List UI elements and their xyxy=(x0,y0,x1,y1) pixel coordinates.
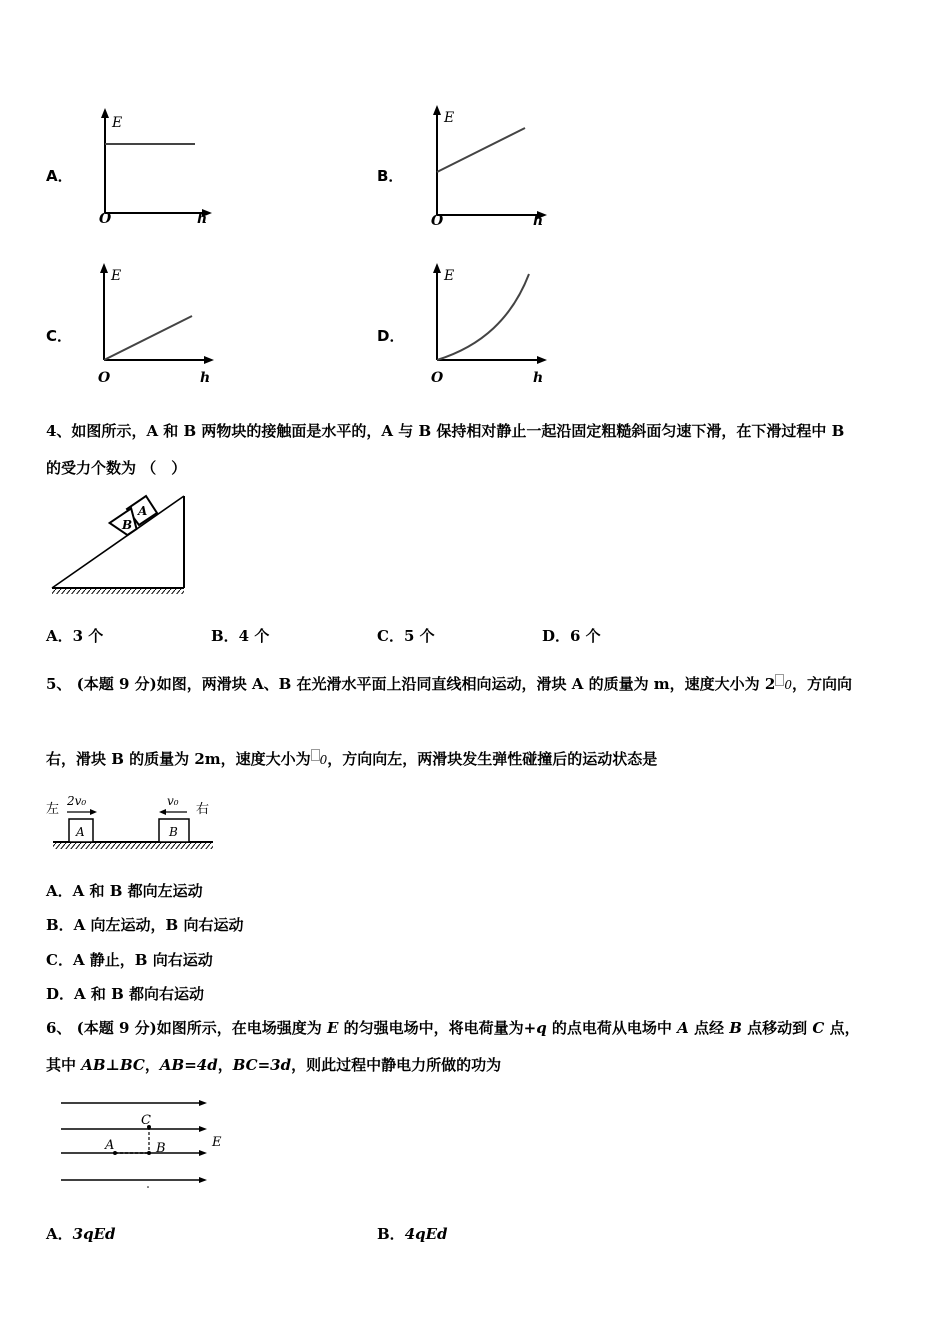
q5-option-c: C．A 静止，B 向右运动 xyxy=(46,951,213,969)
q4-option-b: B．4 个 xyxy=(211,627,270,645)
q6-line1-point-b: B xyxy=(729,1019,742,1037)
option-b-label: B． xyxy=(377,167,404,185)
point-b-label: B xyxy=(156,1141,166,1156)
q5-line1-part1: 5、 (本题 9 分)如图，两滑块 A、B 在光滑水平面上沿同直线相向运动，滑块 A 的质量为 m，速度大小为 2 xyxy=(46,675,776,693)
q4-option-d: D．6 个 xyxy=(542,627,601,645)
q5-line1-v: 0 xyxy=(784,678,792,692)
q4-option-c: C．5 个 xyxy=(377,627,435,645)
q5-option-b: B．A 向左运动，B 向右运动 xyxy=(46,916,244,934)
graph-c-axis-x: h xyxy=(200,370,211,386)
q6-option-b-prefix: B． xyxy=(377,1225,405,1243)
q6-line2-ab: AB=4d xyxy=(159,1056,218,1074)
q6-line2-e: ， xyxy=(217,1056,233,1074)
graph-d-axis-y: E xyxy=(444,268,455,284)
q6-line1-a: 6、 (本题 9 分)如图所示，在电场强度为 xyxy=(46,1019,327,1037)
option-c-label: C． xyxy=(46,327,73,345)
point-c-label: C xyxy=(141,1113,151,1128)
block-a-label: A xyxy=(138,504,148,518)
graph-b xyxy=(427,100,552,230)
q6-line2-g: ，则此过程中静电力所做的功为 xyxy=(291,1056,502,1074)
q6-option-a xyxy=(46,1223,116,1244)
option-a-label: A． xyxy=(46,167,73,185)
graph-b-origin: O xyxy=(431,213,444,229)
q6-line1-q: q xyxy=(536,1019,547,1037)
field-figure xyxy=(55,1095,230,1190)
graph-a xyxy=(95,105,215,230)
q6-stem-line1 xyxy=(46,1017,860,1038)
missing-glyph-icon xyxy=(311,749,320,761)
slider-a-label: A xyxy=(76,825,85,839)
graph-a-axis-x: h xyxy=(197,211,208,227)
q6-option-a-prefix: A． xyxy=(46,1225,73,1243)
q6-line1-e: E xyxy=(326,1019,339,1037)
q6-option-b xyxy=(377,1223,448,1244)
q5-line2-v: 0 xyxy=(319,753,328,767)
q6-line1-f: 点， xyxy=(824,1019,860,1037)
q6-line1-c: 的点电荷从电场中 xyxy=(546,1019,678,1037)
graph-c xyxy=(94,258,219,388)
q6-line2-a: 其中 xyxy=(46,1056,82,1074)
velocity-b-label: v₀ xyxy=(167,794,179,808)
block-b-label: B xyxy=(122,518,133,532)
q5-option-a: A．A 和 B 都向左运动 xyxy=(46,882,203,900)
q5-line2-part1: 右，滑块 B 的质量为 2m，速度大小为 xyxy=(46,750,311,768)
graph-d-axis-x: h xyxy=(533,370,544,386)
missing-glyph-icon xyxy=(775,674,784,686)
velocity-a-label: 2v₀ xyxy=(67,794,87,808)
graph-c-origin: O xyxy=(98,370,111,386)
option-d-label: D． xyxy=(377,327,405,345)
graph-a-origin: O xyxy=(99,211,112,227)
incline-figure xyxy=(50,488,190,598)
field-e-label: E xyxy=(212,1135,222,1150)
graph-b-axis-y: E xyxy=(444,110,455,126)
graph-a-axis-y: E xyxy=(112,115,123,131)
q5-line1-part2: ，方向向 xyxy=(791,675,852,693)
graph-d-origin: O xyxy=(431,370,444,386)
q5-stem-line1 xyxy=(46,673,852,694)
q6-line1-point-a: A xyxy=(677,1019,689,1037)
q4-stem-line2: 的受力个数为 （ ） xyxy=(46,459,187,477)
q6-line2-c: ， xyxy=(144,1056,160,1074)
q5-line2-part2: ，方向向左，两滑块发生弹性碰撞后的运动状态是 xyxy=(327,750,658,768)
left-label: 左 xyxy=(46,802,60,817)
q4-option-a: A．3 个 xyxy=(46,627,104,645)
q6-option-b-value: 4qEd xyxy=(404,1225,448,1243)
right-label: 右 xyxy=(196,802,210,817)
q6-line1-d: 点经 xyxy=(688,1019,730,1037)
q6-line1-e2: 点移动到 xyxy=(741,1019,813,1037)
q5-option-d: D．A 和 B 都向右运动 xyxy=(46,985,204,1003)
q4-stem-line1: 4、如图所示，A 和 B 两物块的接触面是水平的，A 与 B 保持相对静止一起沿固定粗糙斜面匀速下滑，在下滑过程中 B xyxy=(46,422,845,440)
graph-d xyxy=(427,258,552,388)
q6-line1-b: 的匀强电场中，将电荷量为+ xyxy=(338,1019,537,1037)
point-a-label: A xyxy=(105,1138,115,1153)
sliders-figure xyxy=(45,790,220,855)
q6-line2-perp: AB⊥BC xyxy=(81,1056,145,1074)
graph-b-axis-x: h xyxy=(533,213,544,229)
q6-stem-line2 xyxy=(46,1054,501,1075)
q6-option-a-value: 3qEd xyxy=(72,1225,116,1243)
q6-line1-point-c: C xyxy=(812,1019,825,1037)
q6-line2-bc: BC=3d xyxy=(232,1056,292,1074)
graph-c-axis-y: E xyxy=(111,268,122,284)
slider-b-label: B xyxy=(169,825,178,839)
q5-stem-line2 xyxy=(46,748,657,769)
